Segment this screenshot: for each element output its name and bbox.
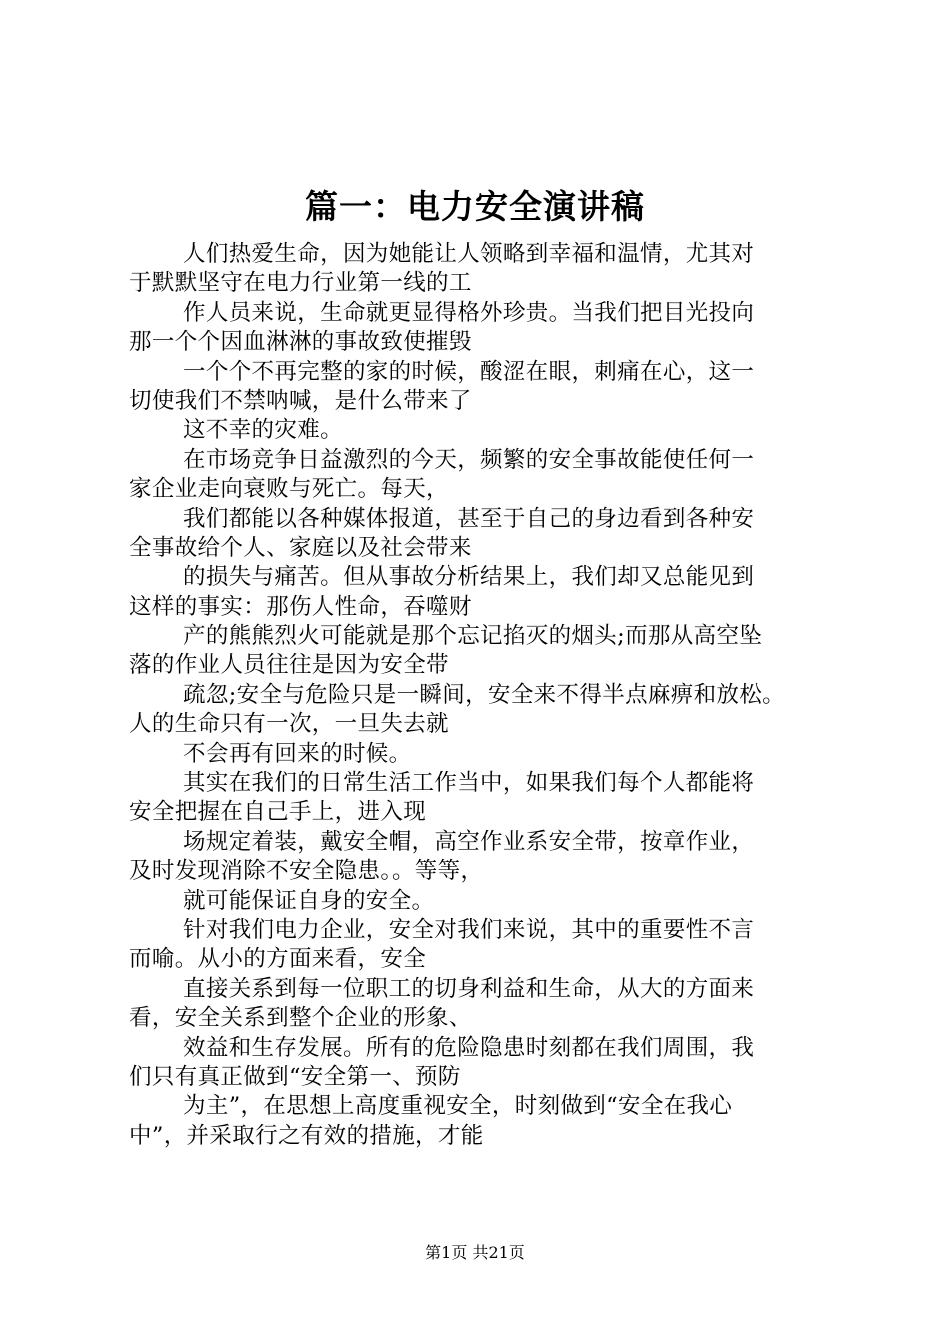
paragraph-line: 及时发现消除不安全隐患。。等等， [129,858,484,885]
paragraph-line: 落的作业人员往往是因为安全带 [129,652,449,679]
paragraph-line: 这不幸的灾难。 [183,417,343,444]
paragraph-line: 就可能保证自身的安全。 [183,887,435,914]
paragraph-line: 产的熊熊烈火可能就是那个忘记掐灭的烟头;而那从高空坠 [183,623,763,650]
page-footer: 第1页 共21页 [425,1243,525,1262]
paragraph-line: 全事故给个人、家庭以及社会带来 [129,534,472,561]
document-body [129,240,834,1151]
paragraph [129,240,834,299]
paragraph [129,828,834,887]
paragraph-line: 在市场竞争日益激烈的今天，频繁的安全事故能使任何一 [183,446,755,473]
paragraph-line: 切使我们不禁呐喊，是什么带来了 [129,387,472,414]
paragraph-line: 针对我们电力企业，安全对我们来说，其中的重要性不言 [183,916,755,943]
paragraph-line: 效益和生存发展。所有的危险隐患时刻都在我们周围，我 [183,1034,755,1061]
paragraph-line: 我们都能以各种媒体报道，甚至于自己的身边看到各种安 [183,505,755,532]
paragraph-line: 于默默坚守在电力行业第一线的工 [129,270,472,297]
page-title: 篇一：电力安全演讲稿 [305,187,645,226]
paragraph [129,416,834,445]
paragraph-line: 场规定着装，戴安全帽，高空作业系安全带，按章作业， [183,828,755,855]
paragraph-line: 安全把握在自己手上，进入现 [129,799,427,826]
paragraph-line: 作人员来说，生命就更显得格外珍贵。当我们把目光投向 [183,299,755,326]
paragraph-line: 看，安全关系到整个企业的形象、 [129,1005,472,1032]
paragraph-line: 直接关系到每一位职工的切身利益和生命，从大的方面来 [183,975,755,1002]
paragraph-line: 的损失与痛苦。但从事故分析结果上，我们却又总能见到 [183,564,755,591]
paragraph-line: 们只有真正做到“安全第一、预防 [129,1063,461,1090]
paragraph [129,1034,834,1093]
paragraph-line: 不会再有回来的时候。 [183,740,412,767]
paragraph-line: 这样的事实：那伤人性命，吞噬财 [129,593,472,620]
paragraph [129,505,834,564]
paragraph-line: 那一个个因血淋淋的事故致使摧毁 [129,329,472,356]
paragraph [129,975,834,1034]
paragraph-line: 家企业走向衰败与死亡。每天， [129,476,449,503]
paragraph-line: 疏忽;安全与危险只是一瞬间，安全来不得半点麻痹和放松。 [183,681,786,708]
paragraph-line: 中”，并采取行之有效的措施，才能 [129,1122,484,1149]
paragraph-line: 其实在我们的日常生活工作当中，如果我们每个人都能将 [183,770,755,797]
paragraph [129,446,834,505]
paragraph [129,740,834,769]
paragraph-line: 人们热爱生命，因为她能让人领略到幸福和温情，尤其对 [183,241,755,267]
paragraph [129,1092,834,1151]
paragraph [129,563,834,622]
paragraph [129,299,834,358]
paragraph-line: 为主”，在思想上高度重视安全，时刻做到“安全在我心 [183,1093,733,1120]
paragraph-line: 人的生命只有一次，一旦失去就 [129,711,449,738]
paragraph [129,358,834,417]
paragraph-line: 一个个不再完整的家的时候，酸涩在眼，刺痛在心，这一 [183,358,755,385]
paragraph [129,887,834,916]
paragraph [129,622,834,681]
paragraph [129,916,834,975]
paragraph [129,681,834,740]
paragraph [129,769,834,828]
paragraph-line: 而喻。从小的方面来看，安全 [129,946,427,973]
